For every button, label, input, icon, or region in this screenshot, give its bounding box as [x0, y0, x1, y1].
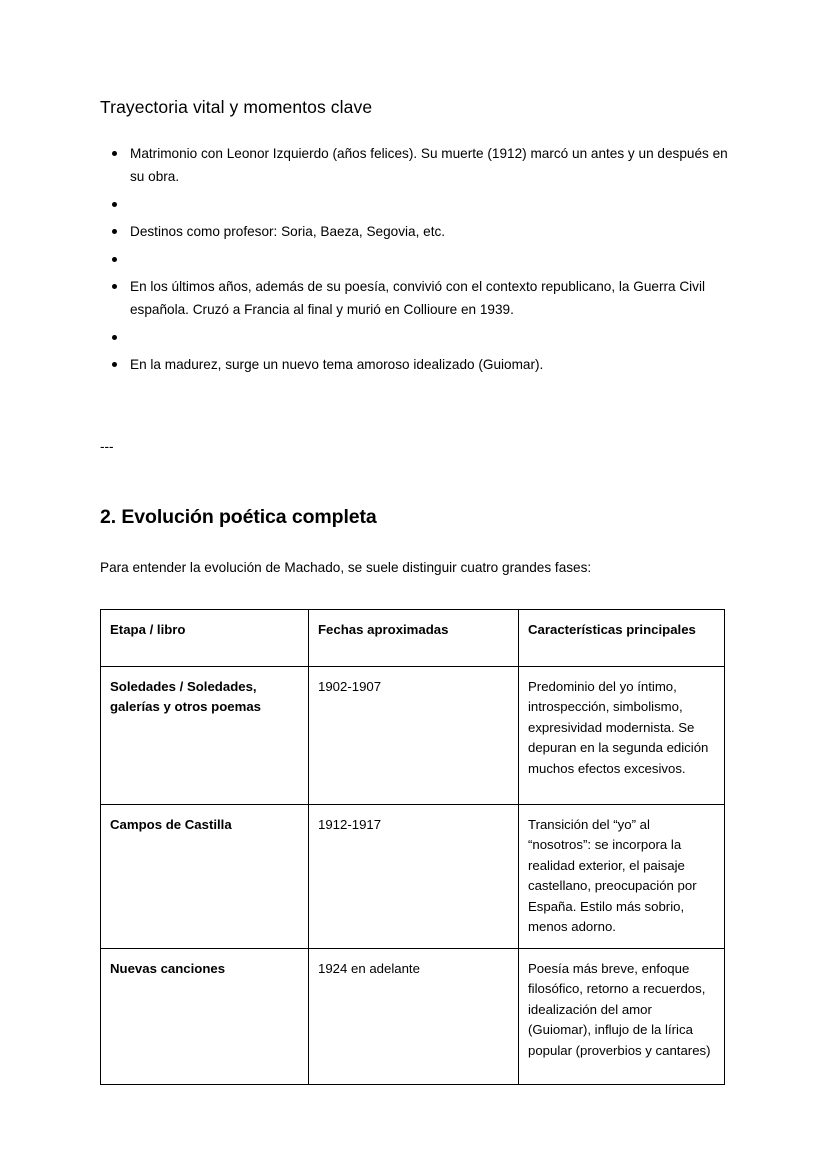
table-header: [101, 609, 725, 666]
cell-features: Predominio del yo íntimo, introspección, simbolismo, expresividad modernista. Se depuran en la segunda edición muchos efectos excesivos.: [519, 666, 725, 804]
list-item: [100, 330, 728, 344]
table-body: [101, 666, 725, 1084]
list-item: [100, 252, 728, 266]
column-header-caracteristicas: Características principales: [519, 609, 725, 666]
list-item-text: En los últimos años, además de su poesía, convivió con el contexto republicano, la Guerra Civil española. Cruzó a Francia al final y murió en Collioure en 1939.: [130, 278, 706, 317]
cell-stage: Soledades / Soledades, galerías y otros poemas: [101, 666, 309, 804]
cell-dates: 1924 en adelante: [309, 948, 519, 1084]
page-title: Trayectoria vital y momentos clave: [100, 97, 373, 117]
spacer-after-section-heading: [100, 530, 728, 556]
table-header-row: [101, 609, 725, 666]
section-heading-evolucion-poetica: 2. Evolución poética completa: [100, 505, 377, 528]
horizontal-rule-text: ---: [100, 438, 114, 454]
list-item: [100, 353, 728, 376]
cell-stage: Nuevas canciones: [101, 948, 309, 1084]
table-row: [101, 804, 725, 948]
table-row: [101, 666, 725, 804]
trayectoria-bullet-list: [100, 142, 728, 376]
spacer-after-heading: [100, 120, 728, 142]
phases-table: [100, 609, 725, 1085]
spacer-after-list: [100, 385, 728, 437]
cell-features: Poesía más breve, enfoque filosófico, retorno a recuerdos, idealización del amor (Guiomar), influjo de la lírica popular (proverbios y cantares): [519, 948, 725, 1084]
spacer-before-table: [100, 579, 728, 609]
spacer-after-rule: [100, 457, 728, 505]
list-item: [100, 142, 728, 188]
cell-dates: 1912-1917: [309, 804, 519, 948]
column-header-etapa: Etapa / libro: [101, 609, 309, 666]
cell-stage: Campos de Castilla: [101, 804, 309, 948]
list-item: [100, 220, 728, 243]
list-item: [100, 275, 728, 321]
document-body: [100, 96, 728, 1085]
column-header-fechas: Fechas aproximadas: [309, 609, 519, 666]
list-item-text: En la madurez, surge un nuevo tema amoroso idealizado (Guiomar).: [130, 356, 544, 372]
intro-paragraph: Para entender la evolución de Machado, se suele distinguir cuatro grandes fases:: [100, 559, 592, 575]
list-item: [100, 197, 728, 211]
cell-features: Transición del “yo” al “nosotros”: se incorpora la realidad exterior, el paisaje castellano, preocupación por España. Estilo más sobrio, menos adorno.: [519, 804, 725, 948]
list-item-text: Matrimonio con Leonor Izquierdo (años felices). Su muerte (1912) marcó un antes y un después en su obra.: [130, 145, 728, 184]
table-row: [101, 948, 725, 1084]
list-item-text: Destinos como profesor: Soria, Baeza, Segovia, etc.: [130, 223, 446, 239]
cell-dates: 1902-1907: [309, 666, 519, 804]
